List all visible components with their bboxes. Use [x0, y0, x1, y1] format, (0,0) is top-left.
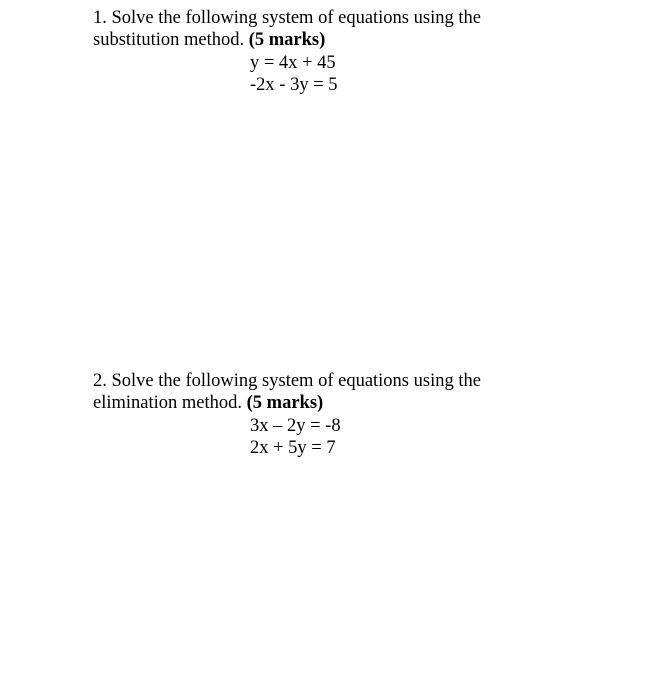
question-1-prompt-line-2: [93, 29, 533, 51]
question-2-prompt-line-1: [93, 370, 533, 392]
question-2-marks: (5 marks): [246, 393, 324, 413]
question-2-text-line-1: Solve the following system of equations using the: [111, 371, 481, 391]
question-1-equations: [93, 52, 533, 96]
question-2-equation-2: 2x + 5y = 7: [250, 438, 336, 458]
question-1-prompt-line-1: [93, 7, 533, 29]
question-1-marks: (5 marks): [248, 30, 326, 50]
question-2: [93, 370, 533, 459]
question-1-equation-1: y = 4x + 45: [250, 53, 336, 73]
question-2-number: 2.: [93, 371, 107, 391]
question-2-prompt-line-2: [93, 392, 533, 414]
question-1-text-line-1: Solve the following system of equations using the: [111, 8, 481, 28]
question-1-equation-2: -2x - 3y = 5: [250, 75, 338, 95]
question-2-equation-1: 3x – 2y = -8: [250, 416, 341, 436]
question-2-equations: [93, 415, 533, 459]
question-1-text-line-2: substitution method.: [93, 30, 245, 50]
question-1: [93, 7, 533, 96]
question-2-text-line-2: elimination method.: [93, 393, 243, 413]
question-1-number: 1.: [93, 8, 107, 28]
